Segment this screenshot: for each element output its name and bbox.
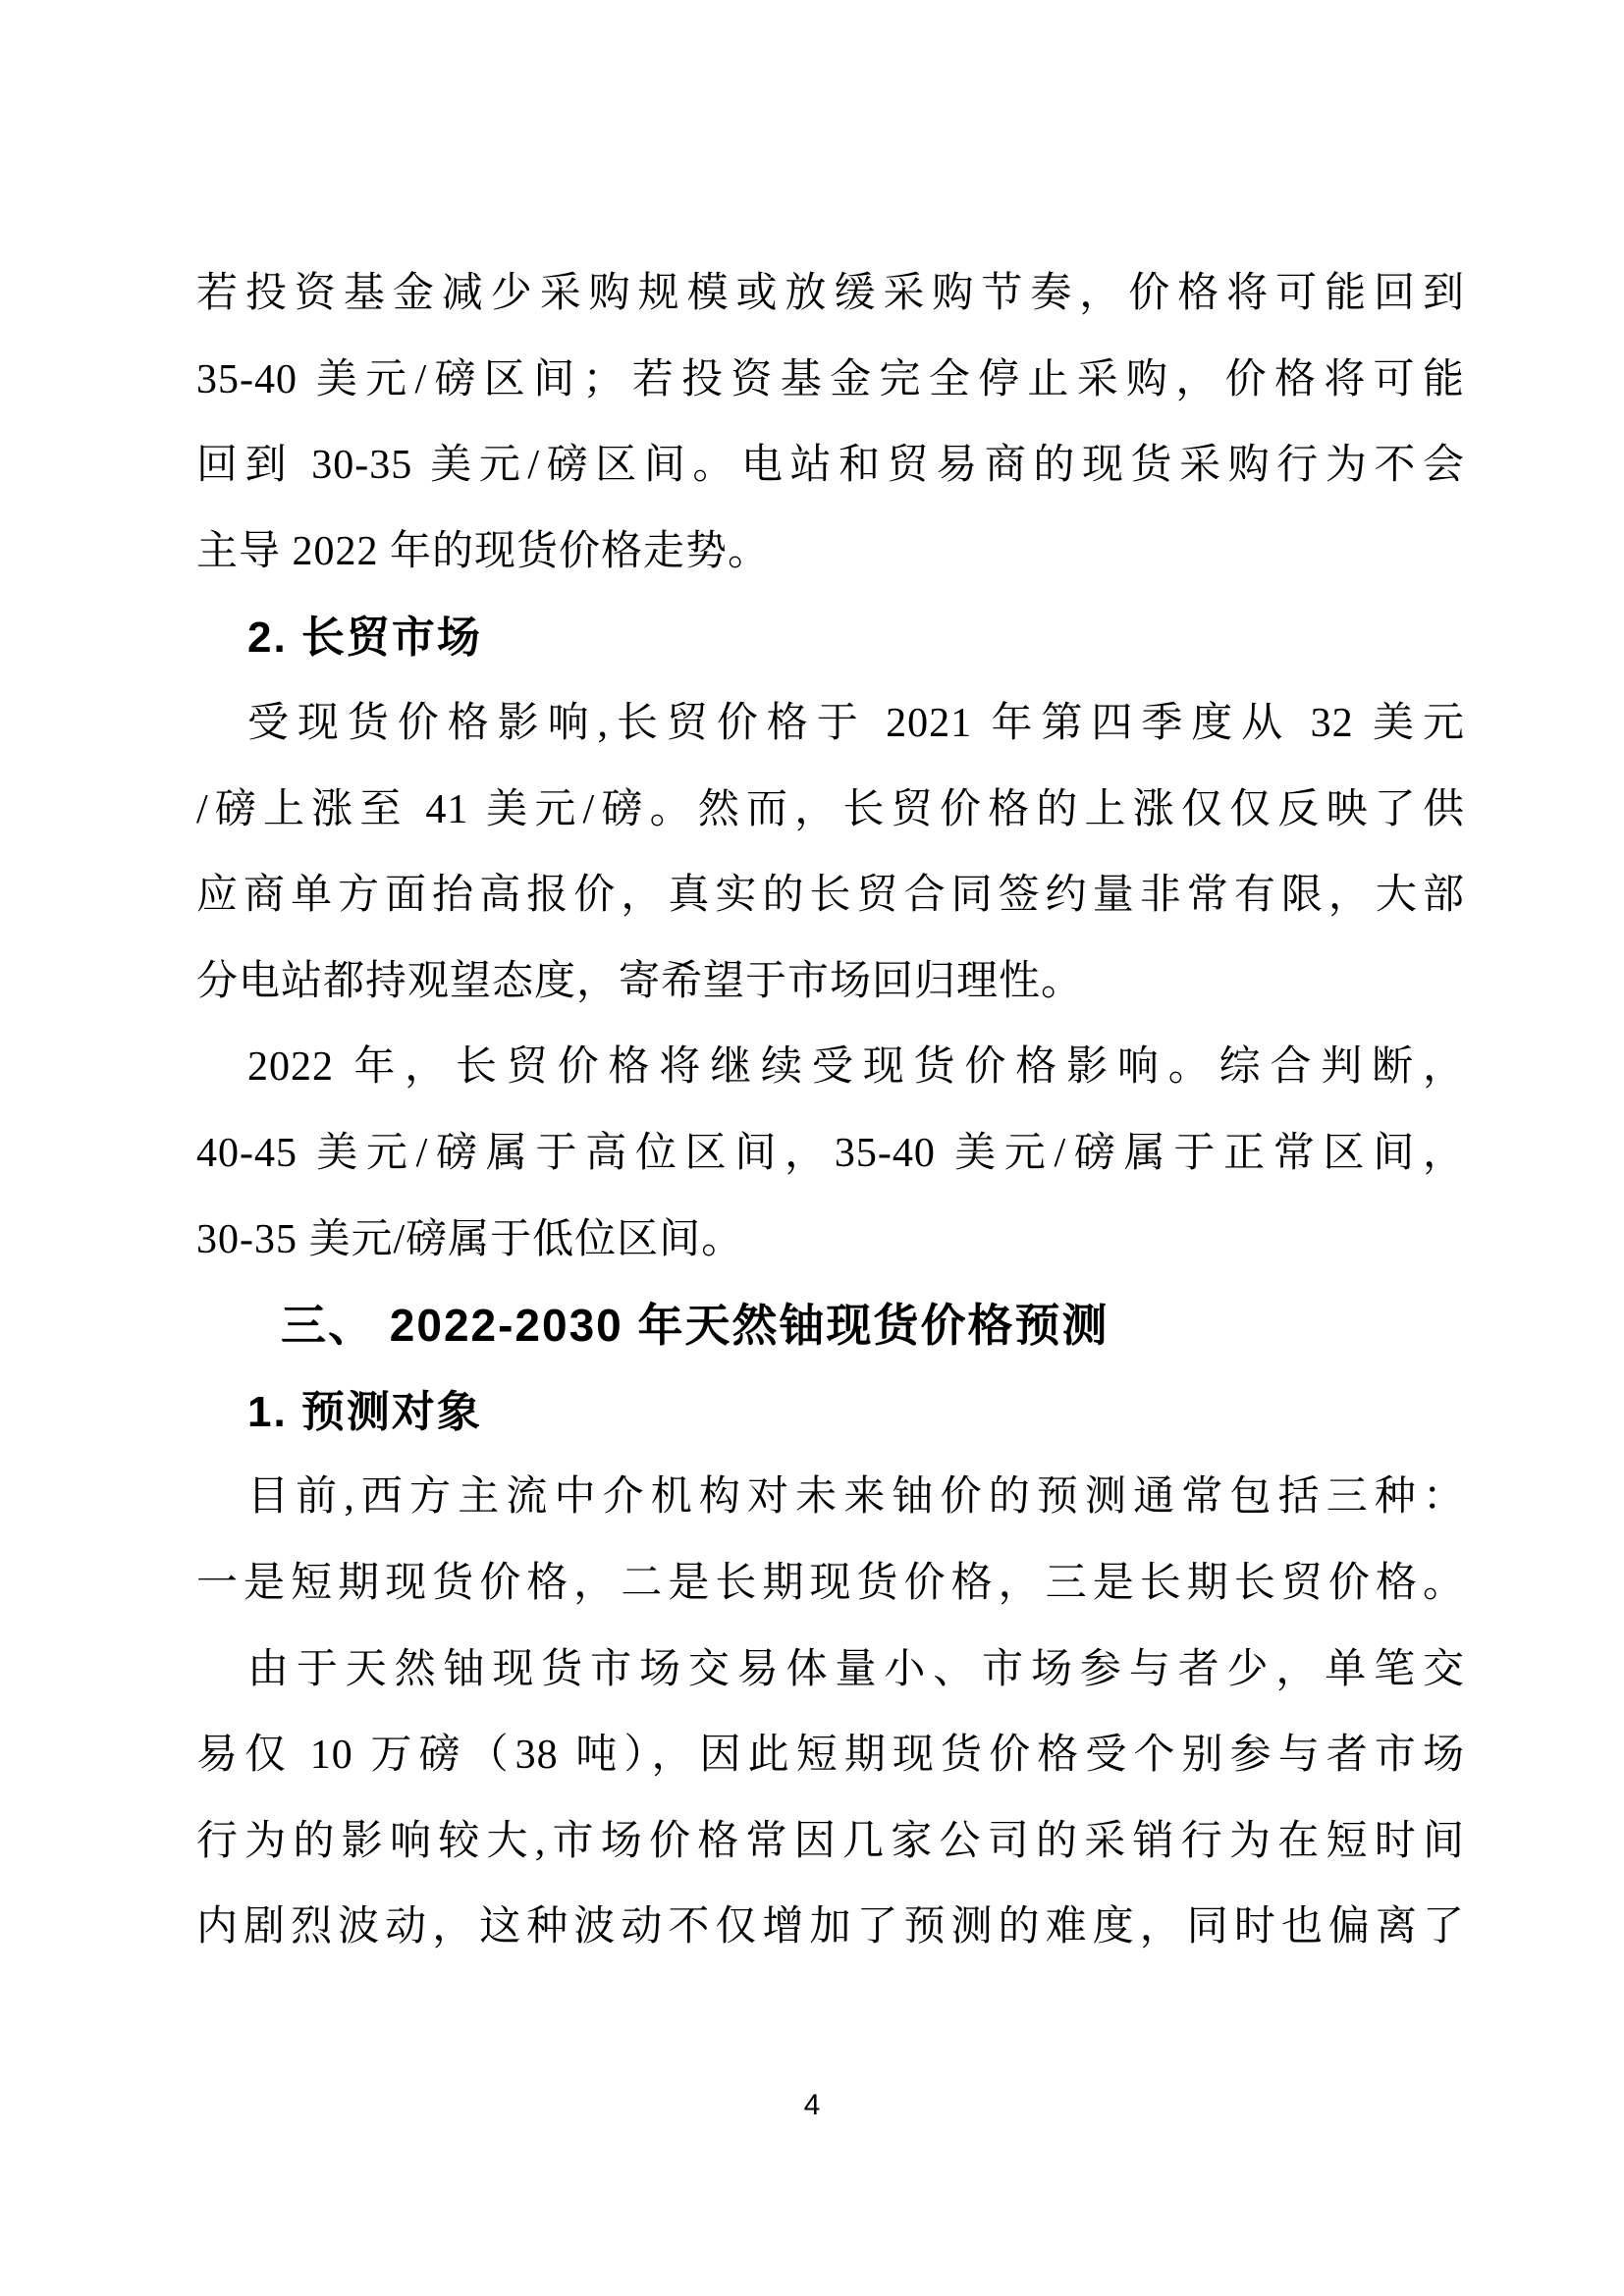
text-line: 一是短期现货价格，二是长期现货价格，三是长期长贸价格。: [196, 1560, 1465, 1606]
text-line: 内剧烈波动，这种波动不仅增加了预测的难度，同时也偏离了: [196, 1904, 1465, 1950]
section-heading: 2. 长贸市场: [247, 614, 482, 663]
text-line: 主导 2022 年的现货价格走势。: [196, 528, 771, 574]
text-line: 回到 30-35 美元/磅区间。电站和贸易商的现货采购行为不会: [196, 443, 1465, 489]
text-line: 30-35 美元/磅属于低位区间。: [196, 1216, 744, 1262]
text-line: 应商单方面抬高报价，真实的长贸合同签约量非常有限，大部: [196, 873, 1465, 919]
text-line: /磅上涨至 41 美元/磅。然而，长贸价格的上涨仅仅反映了供: [196, 786, 1465, 832]
text-line: 35-40 美元/磅区间；若投资基金完全停止采购，价格将可能: [196, 356, 1465, 402]
page-number: 4: [803, 2089, 821, 2121]
text-line: 分电站都持观望态度，寄希望于市场回归理性。: [196, 958, 1084, 1004]
text-line: 目前,西方主流中介机构对未来铀价的预测通常包括三种：: [247, 1474, 1465, 1521]
text-line: 由于天然铀现货市场交易体量小、市场参与者少，单笔交: [247, 1646, 1465, 1692]
text-line: 受现货价格影响,长贸价格于 2021 年第四季度从 32 美元: [247, 700, 1465, 746]
document-body: [196, 251, 1465, 1971]
section-heading: 1. 预测对象: [247, 1387, 482, 1436]
chapter-heading: 三、 2022-2030 年天然铀现货价格预测: [281, 1300, 1110, 1352]
text-line: 易仅 10 万磅（38 吨），因此短期现货价格受个别参与者市场: [196, 1733, 1465, 1779]
text-line: 2022 年，长贸价格将继续受现货价格影响。综合判断，: [247, 1044, 1465, 1091]
text-line: 40-45 美元/磅属于高位区间，35-40 美元/磅属于正常区间，: [196, 1130, 1465, 1176]
text-line: 若投资基金减少采购规模或放缓采购节奏，价格将可能回到: [196, 271, 1465, 316]
text-line: 行为的影响较大,市场价格常因几家公司的采销行为在短时间: [196, 1818, 1465, 1864]
